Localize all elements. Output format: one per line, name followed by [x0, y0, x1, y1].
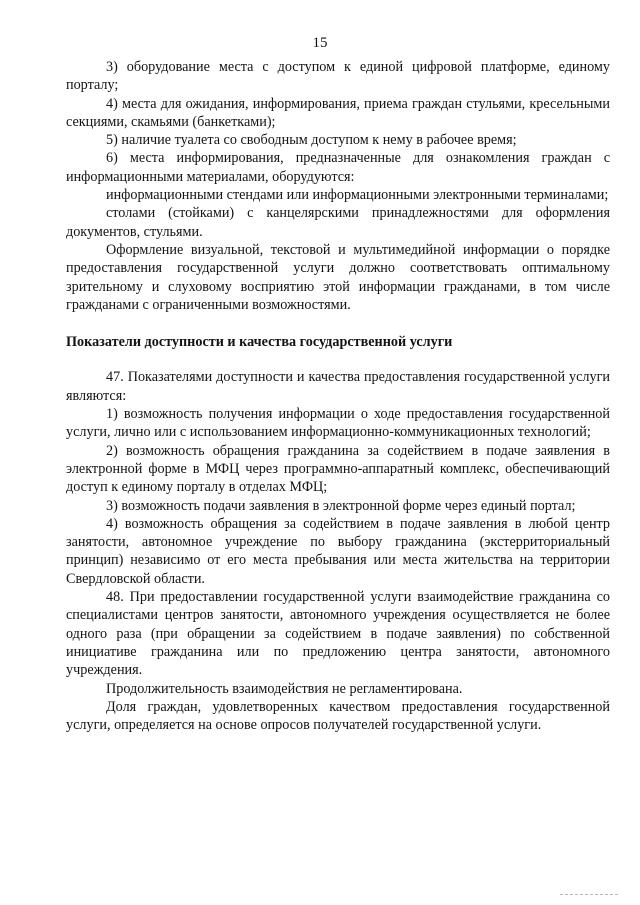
paragraph-item-4: 4) места для ожидания, информирования, приема граждан стульями, кресельными секциями, скамьями (банкетками);	[66, 95, 610, 130]
scan-edge-mark	[560, 894, 618, 898]
paragraph-47-item-4: 4) возможность обращения за содействием в подаче заявления в любой центр занятости, автономное учреждение по выбору гражданина (экстерриториальный принцип) независимо от его места пребывания или места жительства на территории Свердловской области.	[66, 515, 610, 587]
section-heading: Показатели доступности и качества государственной услуги	[66, 334, 453, 351]
paragraph-satisfaction: Доля граждан, удовлетворенных качеством предоставления государственной услуги, определяется на основе опросов получателей государственной услуги.	[66, 698, 610, 734]
paragraph-stands: информационными стендами или информационными электронными терминалами;	[106, 187, 609, 204]
paragraph-item-5: 5) наличие туалета со свободным доступом к нему в рабочее время;	[106, 132, 517, 149]
page-content	[66, 58, 610, 734]
paragraph-duration: Продолжительность взаимодействия не регламентирована.	[106, 680, 463, 697]
paragraph-47-item-3: 3) возможность подачи заявления в электронной форме через единый портал;	[106, 497, 576, 514]
paragraph-47: 47. Показателями доступности и качества предоставления государственной услуги являются:	[66, 369, 610, 404]
paragraph-48: 48. При предоставлении государственной услуги взаимодействие гражданина со специалистами центров занятости, автономного учреждения осуществляется не более одного раза (при обращении за содействием в подаче заявления) по собственной инициативе гражданина или по предложению центра занятости, автономного учреждения.	[66, 589, 610, 679]
paragraph-item-6: 6) места информирования, предназначенные для ознакомления граждан с информационными материалами, оборудуются:	[66, 150, 610, 185]
paragraph-item-3: 3) оборудование места с доступом к единой цифровой платформе, единому порталу;	[66, 59, 610, 94]
paragraph-47-item-1: 1) возможность получения информации о ходе предоставления государственной услуги, лично или с использованием информационно-коммуникационных технологий;	[66, 406, 610, 441]
page-number: 15	[312, 35, 328, 51]
paragraph-info-design: Оформление визуальной, текстовой и мультимедийной информации о порядке предоставления государственной услуги должно соответствовать оптимальному зрительному и слуховому восприятию этой информации гражданами, в том числе гражданами с ограниченными возможностями.	[66, 241, 610, 313]
paragraph-tables: столами (стойками) с канцелярскими принадлежностями для оформления документов, стульями.	[66, 205, 610, 240]
paragraph-47-item-2: 2) возможность обращения гражданина за содействием в подаче заявления в электронной форме в МФЦ через программно-аппаратный комплекс, обеспечивающий доступ к единому порталу в отделах МФЦ;	[66, 442, 610, 496]
